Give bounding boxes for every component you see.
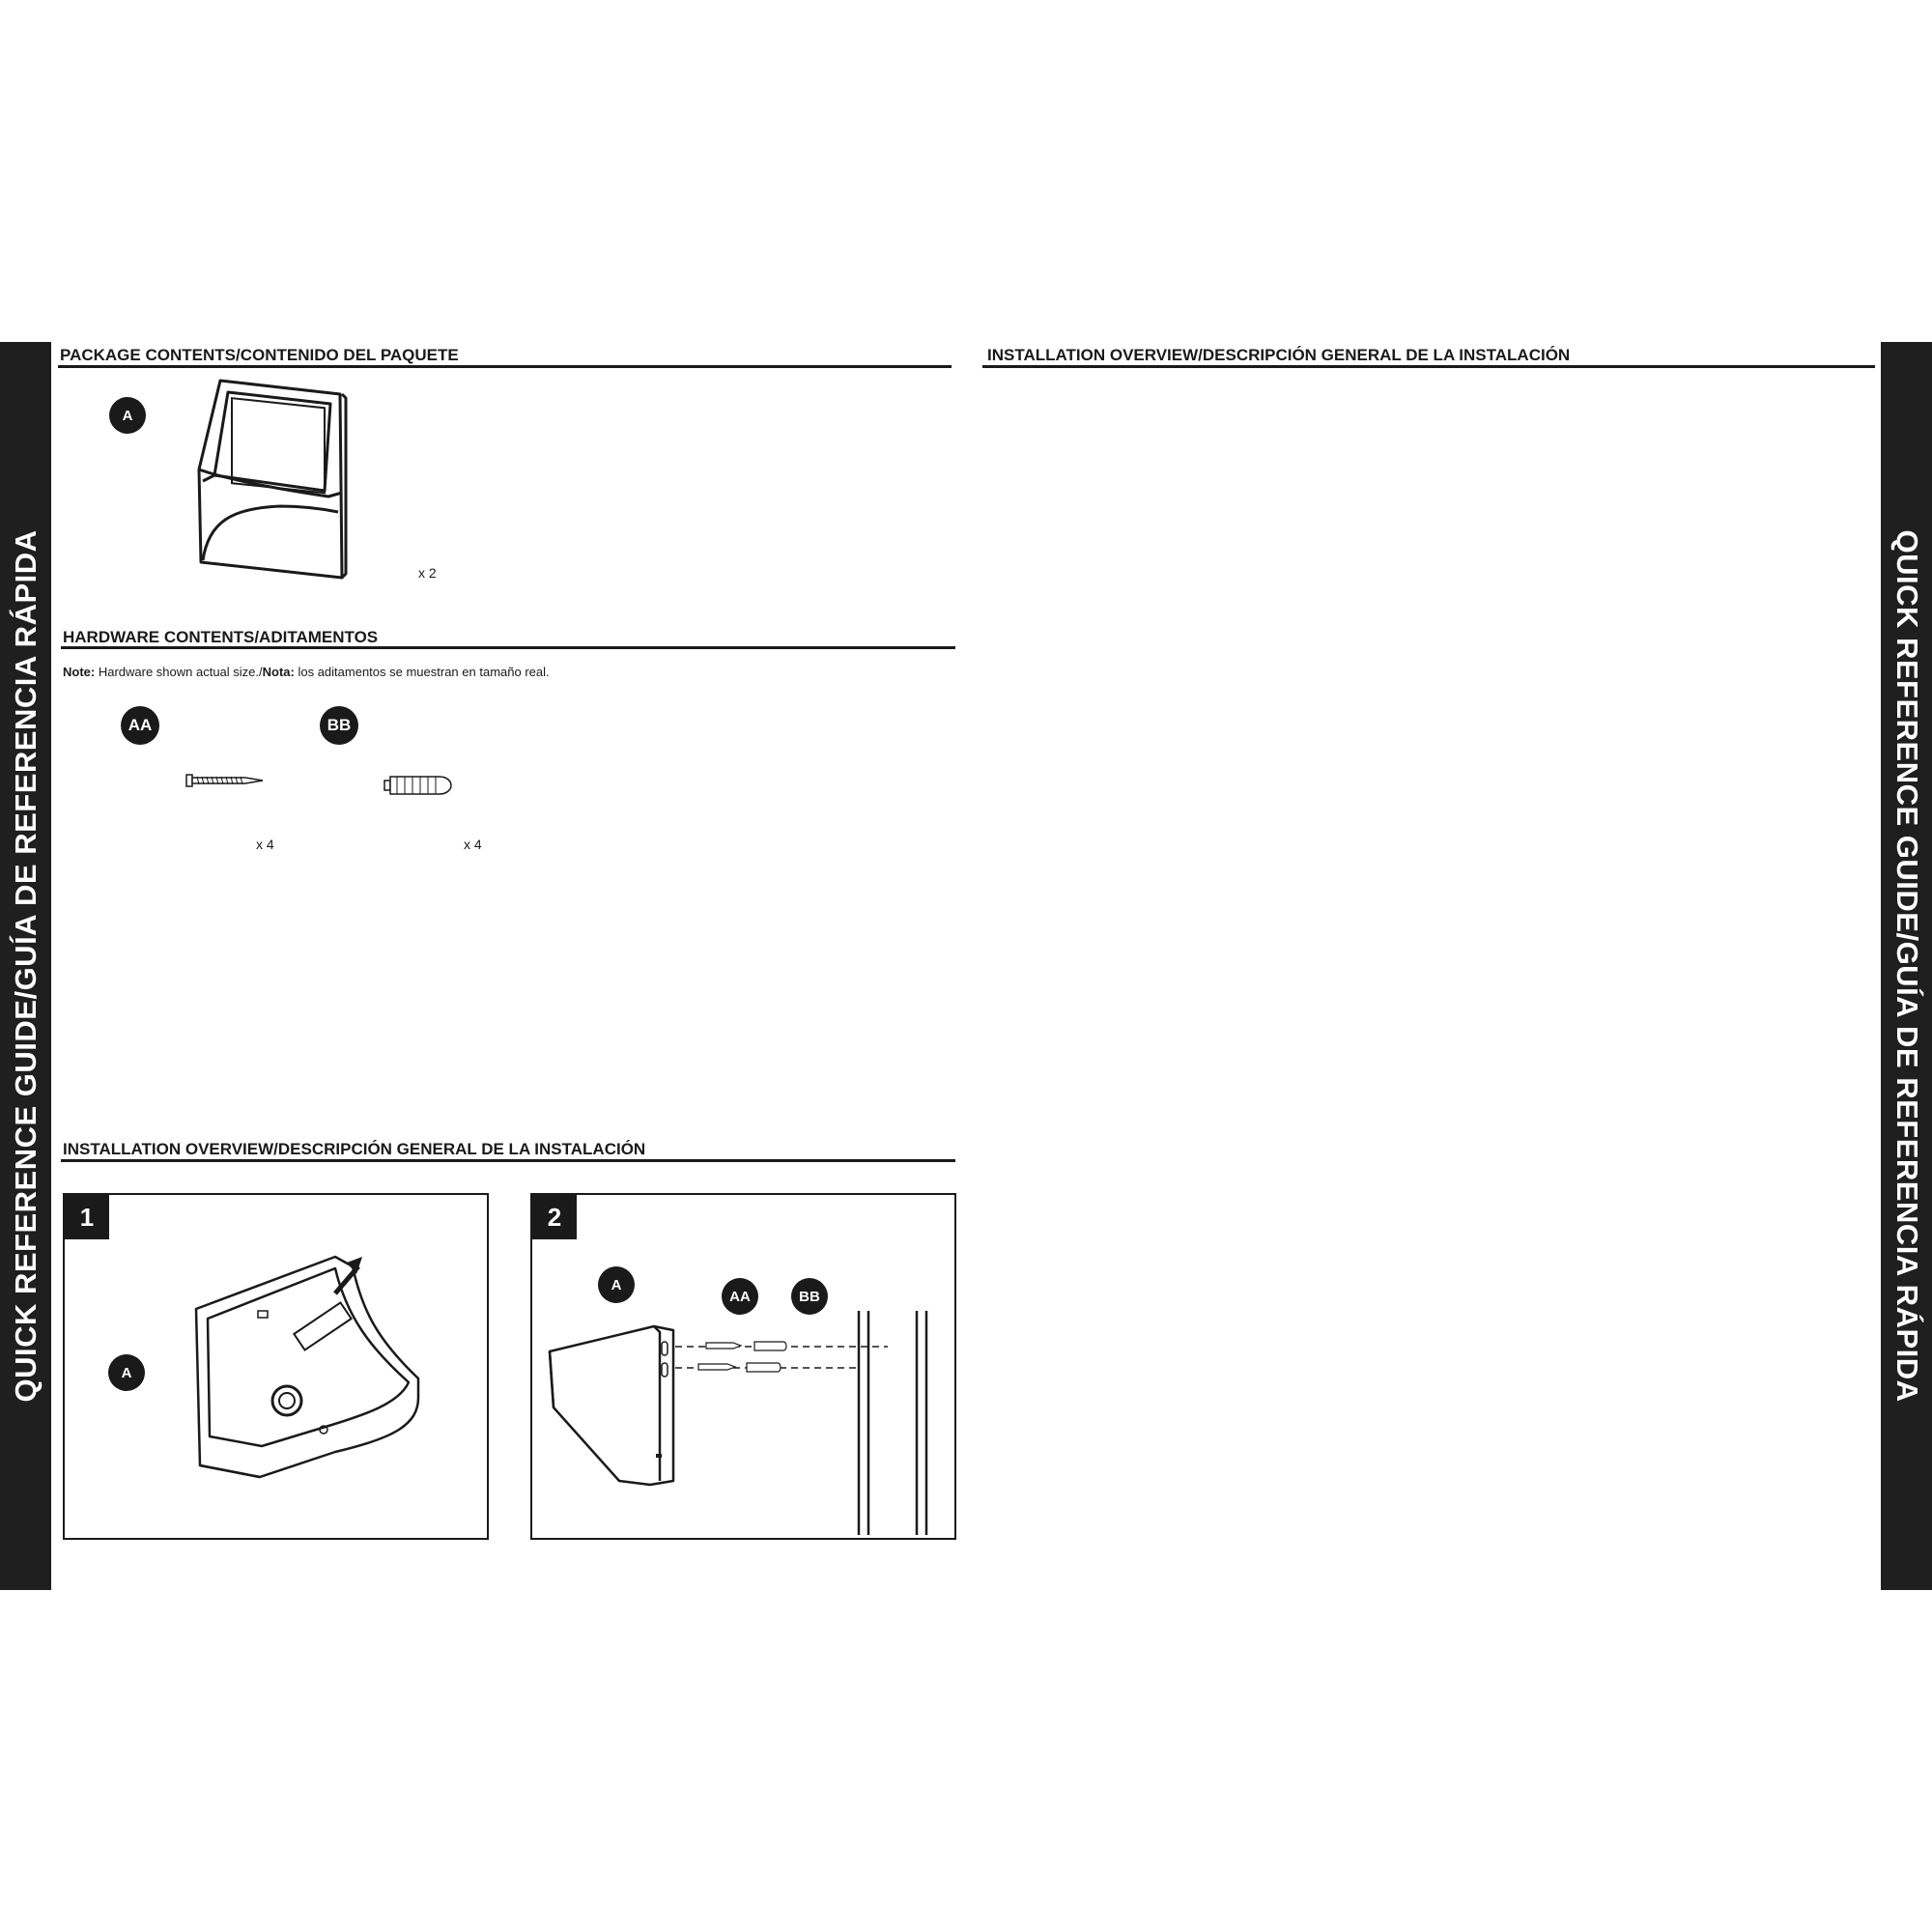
light-fixture-illustration — [193, 377, 357, 584]
part-aa-quantity: x 4 — [256, 837, 274, 852]
side-banner-left-text: QUICK REFERENCE GUIDE/GUÍA DE REFERENCIA RÁPIDA — [8, 529, 43, 1403]
hardware-note-text-en: Hardware shown actual size./ — [95, 665, 263, 679]
hardware-note — [63, 665, 550, 679]
step-1-part-a-badge: A — [108, 1354, 145, 1391]
screw-aa-icon — [185, 771, 265, 790]
installation-overview-rule — [61, 1159, 955, 1162]
step-2-panel — [530, 1193, 956, 1540]
side-banner-left — [0, 342, 51, 1590]
step-1-remove-tab-illustration — [190, 1243, 432, 1485]
hardware-note-label-es: Nota: — [262, 665, 295, 679]
step-2-part-bb-badge: BB — [791, 1278, 828, 1315]
part-aa-badge: AA — [121, 706, 159, 745]
part-bb-quantity: x 4 — [464, 837, 482, 852]
installation-overview-right-rule — [982, 365, 1875, 368]
step-1-number: 1 — [65, 1195, 109, 1239]
hardware-note-label-en: Note: — [63, 665, 96, 679]
step-1-panel — [63, 1193, 489, 1540]
anchor-bb-icon — [384, 773, 453, 798]
hardware-note-text-es: los aditamentos se muestran en tamaño real. — [294, 665, 550, 679]
side-banner-right — [1881, 342, 1932, 1590]
step-2-number: 2 — [532, 1195, 577, 1239]
part-bb-badge: BB — [320, 706, 358, 745]
part-a-quantity: x 2 — [418, 565, 437, 581]
package-contents-rule — [58, 365, 952, 368]
step-2-part-aa-badge: AA — [722, 1278, 758, 1315]
hardware-contents-rule — [61, 646, 955, 649]
installation-overview-title: INSTALLATION OVERVIEW/DESCRIPCIÓN GENERAL DE LA INSTALACIÓN — [63, 1140, 646, 1158]
part-a-badge: A — [109, 397, 146, 434]
step-2-part-a-badge: A — [598, 1266, 635, 1303]
package-contents-title: PACKAGE CONTENTS/CONTENIDO DEL PAQUETE — [60, 346, 459, 364]
side-banner-right-text: QUICK REFERENCE GUIDE/GUÍA DE REFERENCIA RÁPIDA — [1889, 529, 1924, 1403]
hardware-contents-title: HARDWARE CONTENTS/ADITAMENTOS — [63, 628, 379, 646]
installation-overview-right-title: INSTALLATION OVERVIEW/DESCRIPCIÓN GENERAL DE LA INSTALACIÓN — [987, 346, 1571, 364]
step-2-wall-mount-illustration — [540, 1311, 955, 1537]
